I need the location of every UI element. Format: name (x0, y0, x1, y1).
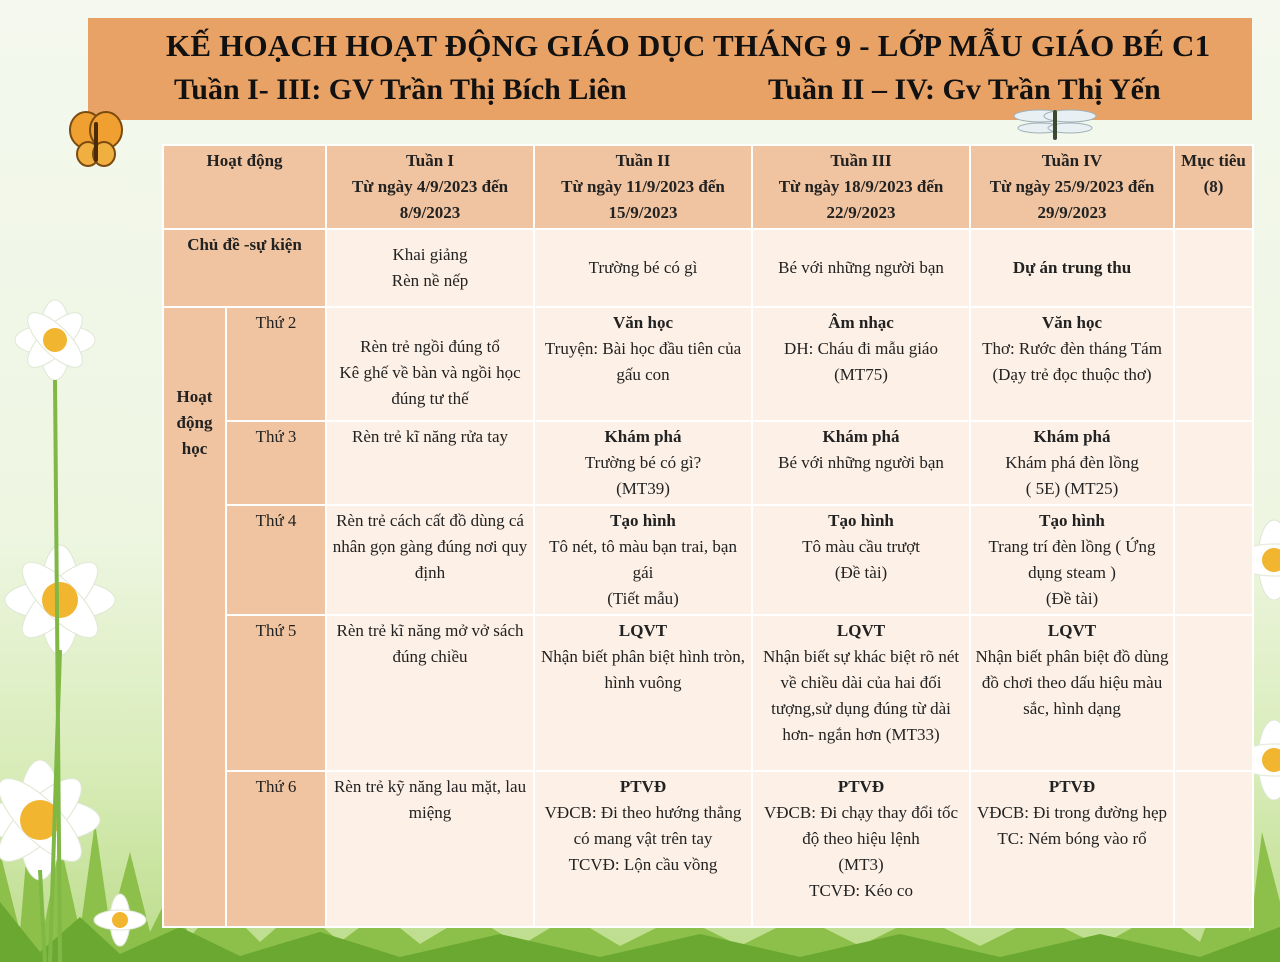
theme-label: Chủ đề -sự kiện (163, 229, 326, 307)
dragonfly-icon (1010, 106, 1100, 142)
goal-cell (1174, 421, 1253, 505)
cell-week-4: PTVĐ VĐCB: Đi trong đường hẹp TC: Ném bóng vào rổ (970, 771, 1174, 927)
cell-week-2: PTVĐ VĐCB: Đi theo hướng thẳng có mang vật trên tay TCVĐ: Lộn cầu vồng (534, 771, 752, 927)
header-week-4: Tuần IV Từ ngày 25/9/2023 đến 29/9/2023 (970, 145, 1174, 229)
page-title: KẾ HOẠCH HOẠT ĐỘNG GIÁO DỤC THÁNG 9 - LỚP MẪU GIÁO BÉ C1 (166, 28, 1211, 63)
header-week-1: Tuần I Từ ngày 4/9/2023 đến 8/9/2023 (326, 145, 534, 229)
cell-week-4: Khám phá Khám phá đèn lồng ( 5E) (MT25) (970, 421, 1174, 505)
goal-cell (1174, 505, 1253, 615)
theme-row (163, 229, 1253, 307)
cell-week-3: LQVT Nhận biết sự khác biệt rõ nét về chiều dài của hai đối tượng,sử dụng đúng từ dài hơn- ngắn hơn (MT33) (752, 615, 970, 771)
theme-week-3: Bé với những người bạn (752, 229, 970, 307)
table-row (163, 771, 1253, 927)
goal-cell (1174, 307, 1253, 421)
header-week-3: Tuần III Từ ngày 18/9/2023 đến 22/9/2023 (752, 145, 970, 229)
cell-week-1: Rèn trẻ cách cất đồ dùng cá nhân gọn gàng đúng nơi quy định (326, 505, 534, 615)
header-activity: Hoạt động (163, 145, 326, 229)
cell-week-1: Rèn trẻ ngồi đúng tổ Kê ghế về bàn và ngồi học đúng tư thế (326, 307, 534, 421)
day-label: Thứ 3 (226, 421, 326, 505)
day-label: Thứ 6 (226, 771, 326, 927)
cell-week-3: Tạo hình Tô màu cầu trượt (Đề tài) (752, 505, 970, 615)
day-label: Thứ 5 (226, 615, 326, 771)
cell-week-2: LQVT Nhận biết phân biệt hình tròn, hình vuông (534, 615, 752, 771)
header-row (163, 145, 1253, 229)
theme-week-4: Dự án trung thu (970, 229, 1174, 307)
cell-week-3: Khám phá Bé với những người bạn (752, 421, 970, 505)
theme-week-1: Khai giảng Rèn nề nếp (326, 229, 534, 307)
day-label: Thứ 2 (226, 307, 326, 421)
cell-week-2: Khám phá Trường bé có gì? (MT39) (534, 421, 752, 505)
cell-week-3: Âm nhạc DH: Cháu đi mẫu giáo (MT75) (752, 307, 970, 421)
goal-cell (1174, 615, 1253, 771)
cell-week-1: Rèn trẻ kỹ năng lau mặt, lau miệng (326, 771, 534, 927)
table-row (163, 615, 1253, 771)
theme-goal-cell (1174, 229, 1253, 307)
cell-week-4: Văn học Thơ: Rước đèn tháng Tám (Dạy trẻ đọc thuộc thơ) (970, 307, 1174, 421)
activity-plan-table (162, 144, 1254, 928)
teacher-right: Tuần II – IV: Gv Trần Thị Yến (768, 73, 1161, 106)
group-label: Hoạt động học (163, 307, 226, 927)
table-row (163, 505, 1253, 615)
table-row (163, 421, 1253, 505)
title-banner (88, 18, 1252, 120)
cell-week-4: Tạo hình Trang trí đèn lồng ( Ứng dụng steam ) (Đề tài) (970, 505, 1174, 615)
header-goal: Mục tiêu (8) (1174, 145, 1253, 229)
theme-week-2: Trường bé có gì (534, 229, 752, 307)
cell-week-3: PTVĐ VĐCB: Đi chạy thay đổi tốc độ theo hiệu lệnh (MT3) TCVĐ: Kéo co (752, 771, 970, 927)
cell-week-2: Văn học Truyện: Bài học đầu tiên của gấu con (534, 307, 752, 421)
cell-week-1: Rèn trẻ kĩ năng mở vở sách đúng chiều (326, 615, 534, 771)
cell-week-2: Tạo hình Tô nét, tô màu bạn trai, bạn gái (Tiết mẫu) (534, 505, 752, 615)
cell-week-4: LQVT Nhận biết phân biệt đồ dùng đồ chơi theo dấu hiệu màu sắc, hình dạng (970, 615, 1174, 771)
butterfly-icon (68, 108, 124, 170)
goal-cell (1174, 771, 1253, 927)
cell-week-1: Rèn trẻ kĩ năng rửa tay (326, 421, 534, 505)
teacher-left: Tuần I- III: GV Trần Thị Bích Liên (174, 73, 627, 106)
header-week-2: Tuần II Từ ngày 11/9/2023 đến 15/9/2023 (534, 145, 752, 229)
day-label: Thứ 4 (226, 505, 326, 615)
table-row (163, 307, 1253, 421)
